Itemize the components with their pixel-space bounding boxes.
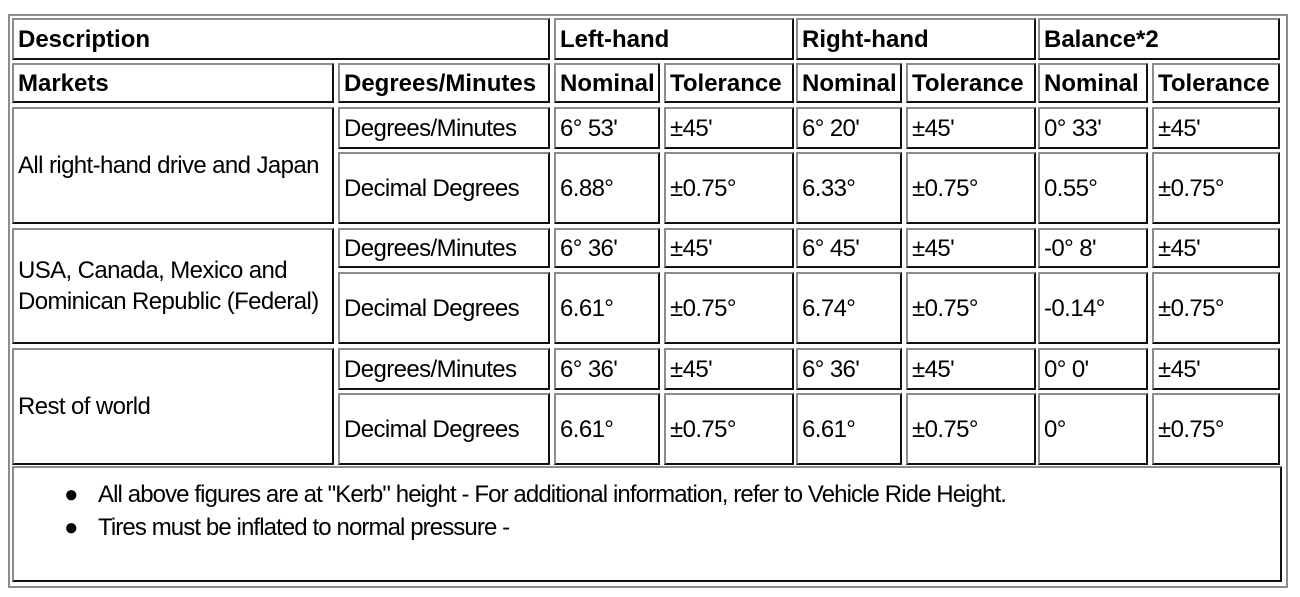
subheader-lh-tolerance: Tolerance bbox=[664, 63, 794, 103]
bal-tolerance-cell: ±45' bbox=[1152, 107, 1280, 149]
bal-nominal-cell: -0° 8' bbox=[1038, 228, 1148, 268]
subheader-degrees-minutes: Degrees/Minutes bbox=[338, 63, 550, 103]
bal-nominal-cell: 0.55° bbox=[1038, 152, 1148, 224]
note-text: All above figures are at "Kerb" height - For additional information, refer to Vehicle Ride Height. bbox=[98, 481, 1007, 508]
bal-nominal-cell: 0° bbox=[1038, 393, 1148, 465]
lh-tolerance-cell: ±45' bbox=[664, 107, 794, 149]
unit-cell: Decimal Degrees bbox=[338, 272, 550, 344]
bal-tolerance-cell: ±0.75° bbox=[1152, 393, 1280, 465]
bal-tolerance-cell: ±45' bbox=[1152, 348, 1280, 390]
lh-nominal-cell: 6° 36' bbox=[554, 228, 660, 268]
rh-nominal-cell: 6.33° bbox=[796, 152, 902, 224]
lh-tolerance-cell: ±45' bbox=[664, 348, 794, 390]
bal-nominal-cell: -0.14° bbox=[1038, 272, 1148, 344]
subheader-lh-nominal: Nominal bbox=[554, 63, 660, 103]
subheader-bal-nominal: Nominal bbox=[1038, 63, 1148, 103]
lh-nominal-cell: 6.61° bbox=[554, 393, 660, 465]
header-right-hand: Right-hand bbox=[796, 18, 1036, 60]
note-text: Tires must be inflated to normal pressure - bbox=[98, 514, 510, 541]
header-left-hand: Left-hand bbox=[554, 18, 794, 60]
unit-cell: Degrees/Minutes bbox=[338, 228, 550, 268]
subheader-bal-tolerance: Tolerance bbox=[1152, 63, 1280, 103]
notes-list bbox=[14, 478, 1280, 544]
bal-tolerance-cell: ±0.75° bbox=[1152, 152, 1280, 224]
lh-nominal-cell: 6.61° bbox=[554, 272, 660, 344]
rh-tolerance-cell: ±0.75° bbox=[906, 272, 1036, 344]
note-item bbox=[64, 511, 1280, 544]
lh-tolerance-cell: ±0.75° bbox=[664, 272, 794, 344]
subheader-rh-nominal: Nominal bbox=[796, 63, 902, 103]
unit-cell: Decimal Degrees bbox=[338, 152, 550, 224]
lh-nominal-cell: 6° 53' bbox=[554, 107, 660, 149]
header-description: Description bbox=[12, 18, 550, 60]
rh-nominal-cell: 6° 45' bbox=[796, 228, 902, 268]
rh-nominal-cell: 6.74° bbox=[796, 272, 902, 344]
rh-nominal-cell: 6.61° bbox=[796, 393, 902, 465]
lh-tolerance-cell: ±0.75° bbox=[664, 393, 794, 465]
header-balance: Balance*2 bbox=[1038, 18, 1280, 60]
rh-tolerance-cell: ±45' bbox=[906, 107, 1036, 149]
bal-nominal-cell: 0° 0' bbox=[1038, 348, 1148, 390]
notes-panel bbox=[12, 466, 1282, 582]
market-cell: Rest of world bbox=[12, 348, 334, 465]
lh-tolerance-cell: ±45' bbox=[664, 228, 794, 268]
subheader-markets: Markets bbox=[12, 63, 334, 103]
subheader-rh-tolerance: Tolerance bbox=[906, 63, 1036, 103]
rh-tolerance-cell: ±0.75° bbox=[906, 152, 1036, 224]
rh-tolerance-cell: ±45' bbox=[906, 228, 1036, 268]
bullet-icon: ● bbox=[64, 481, 78, 508]
unit-cell: Degrees/Minutes bbox=[338, 107, 550, 149]
rh-tolerance-cell: ±0.75° bbox=[906, 393, 1036, 465]
rh-nominal-cell: 6° 20' bbox=[796, 107, 902, 149]
note-item bbox=[64, 478, 1280, 511]
rh-tolerance-cell: ±45' bbox=[906, 348, 1036, 390]
rh-nominal-cell: 6° 36' bbox=[796, 348, 902, 390]
unit-cell: Decimal Degrees bbox=[338, 393, 550, 465]
bal-nominal-cell: 0° 33' bbox=[1038, 107, 1148, 149]
lh-nominal-cell: 6.88° bbox=[554, 152, 660, 224]
lh-tolerance-cell: ±0.75° bbox=[664, 152, 794, 224]
market-cell: All right-hand drive and Japan bbox=[12, 107, 334, 224]
bal-tolerance-cell: ±45' bbox=[1152, 228, 1280, 268]
market-cell: USA, Canada, Mexico and Dominican Republic (Federal) bbox=[12, 228, 334, 344]
bal-tolerance-cell: ±0.75° bbox=[1152, 272, 1280, 344]
bullet-icon: ● bbox=[64, 514, 78, 541]
lh-nominal-cell: 6° 36' bbox=[554, 348, 660, 390]
unit-cell: Degrees/Minutes bbox=[338, 348, 550, 390]
